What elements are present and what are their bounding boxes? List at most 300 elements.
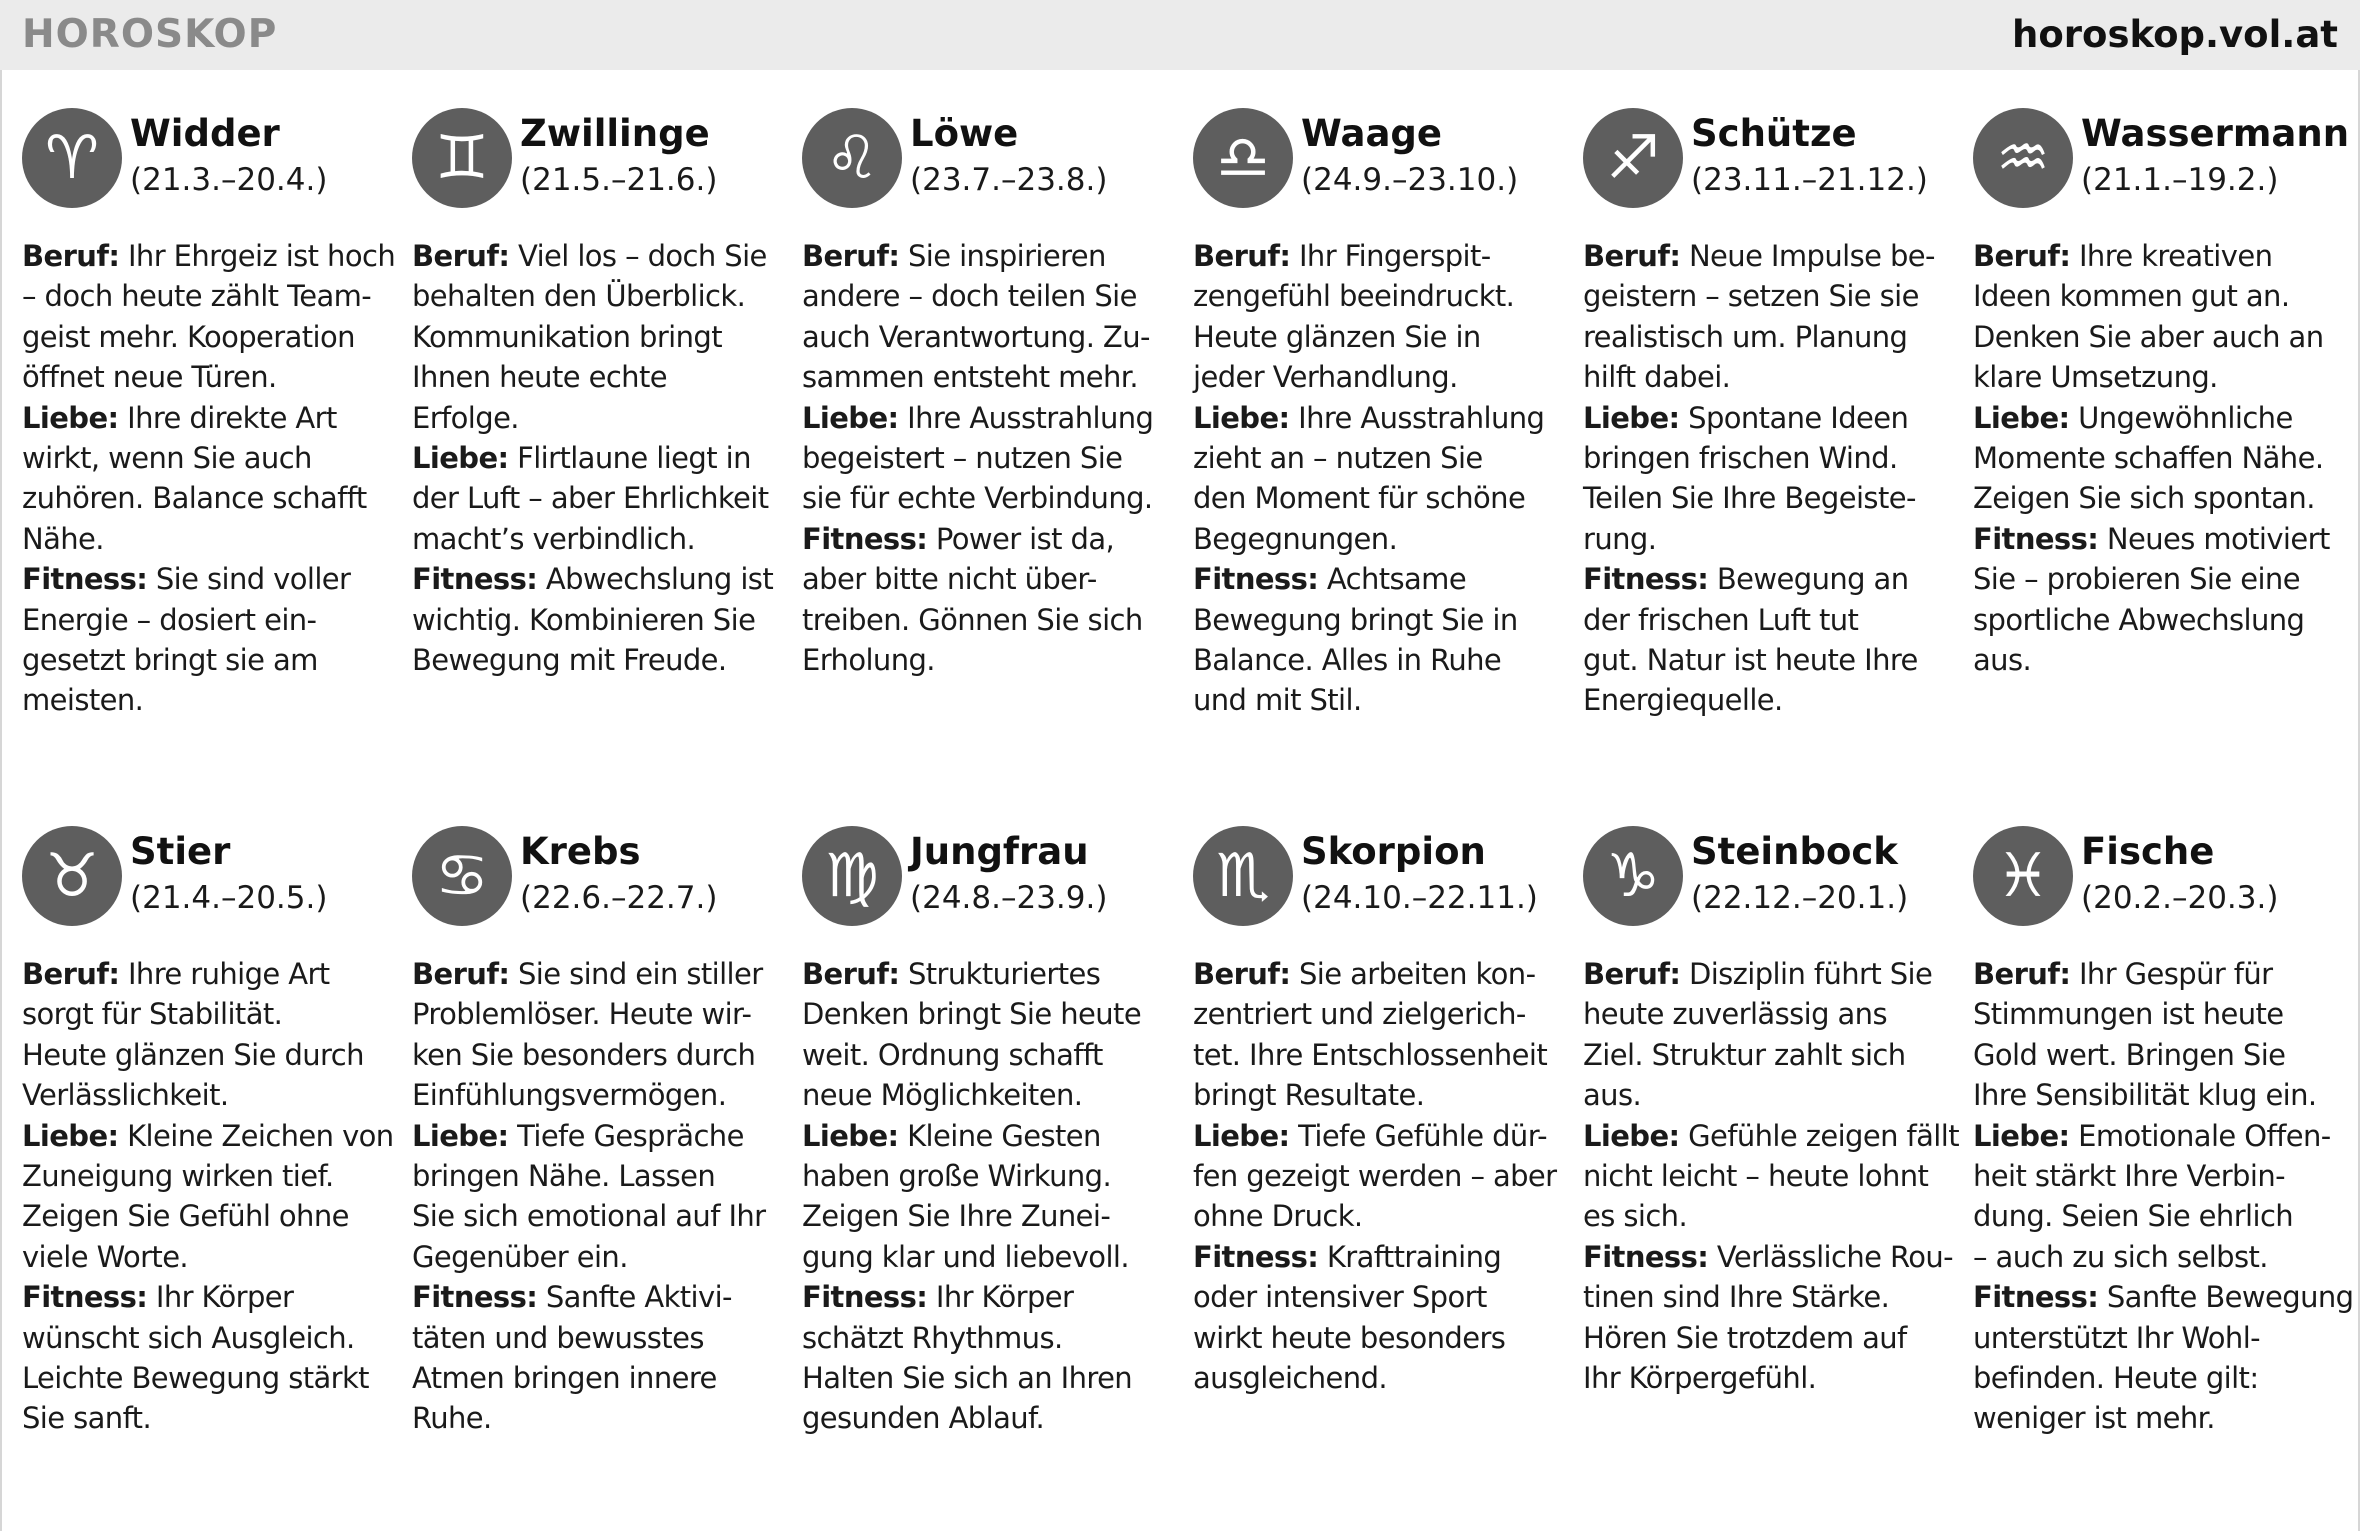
text-line xyxy=(1973,519,2345,559)
text-body: ausgleichend. xyxy=(1193,1360,1387,1395)
text-line xyxy=(1973,1075,2345,1115)
text-body: Ziel. Struktur zahlt sich xyxy=(1583,1037,1906,1072)
text-line xyxy=(412,600,784,640)
sign-dates: (24.10.–22.11.) xyxy=(1301,880,1538,916)
sign-steinbock xyxy=(1583,826,1959,1398)
sign-schütze xyxy=(1583,108,1955,721)
text-line xyxy=(22,680,394,720)
text-line xyxy=(412,1156,784,1196)
text-line xyxy=(802,1398,1174,1438)
text-line xyxy=(22,276,394,316)
text-line xyxy=(1583,559,1955,599)
text-line xyxy=(802,600,1174,640)
text-line xyxy=(412,1318,784,1358)
text-line xyxy=(412,398,784,438)
category-label: Fitness: xyxy=(1193,562,1319,597)
text-line xyxy=(22,519,394,559)
text-line xyxy=(1193,1075,1565,1115)
text-body: aus. xyxy=(1583,1078,1642,1113)
text-body: wichtig. Kombinieren Sie xyxy=(412,602,756,637)
category-label: Liebe: xyxy=(22,1118,119,1153)
text-body: Ihr Körper xyxy=(147,1280,294,1315)
sign-name: Löwe xyxy=(910,112,1019,155)
sign-dates: (22.12.–20.1.) xyxy=(1691,880,1909,916)
sign-text xyxy=(1583,954,1959,1398)
sign-dates: (21.4.–20.5.) xyxy=(130,880,328,916)
text-body: unterstützt Ihr Wohl- xyxy=(1973,1320,2261,1355)
text-body: Zeigen Sie Gefühl ohne xyxy=(22,1199,349,1234)
text-line xyxy=(22,398,394,438)
text-line xyxy=(412,1116,784,1156)
text-line xyxy=(22,236,394,276)
text-body: Sanfte Bewegung xyxy=(2098,1280,2354,1315)
maiden-icon: ♍ xyxy=(802,826,902,926)
text-line xyxy=(1973,236,2345,276)
sign-name: Skorpion xyxy=(1301,830,1486,873)
text-body: dung. Seien Sie ehrlich xyxy=(1973,1199,2294,1234)
text-line xyxy=(1973,640,2345,680)
twins-icon: ♊ xyxy=(412,108,512,208)
text-line xyxy=(1583,954,1955,994)
ram-icon: ♈ xyxy=(22,108,122,208)
sign-text xyxy=(1973,954,2354,1439)
text-body: bringen Nähe. Lassen xyxy=(412,1158,716,1193)
bull-icon: ♉ xyxy=(22,826,122,926)
text-body: Gegenüber ein. xyxy=(412,1239,628,1274)
lion-icon: ♌ xyxy=(802,108,902,208)
text-body: gesetzt bringt sie am xyxy=(22,642,318,677)
text-body: behalten den Überblick. xyxy=(412,279,746,314)
text-body: schätzt Rhythmus. xyxy=(802,1320,1063,1355)
sign-header xyxy=(1193,108,1565,216)
text-body: Energiequelle. xyxy=(1583,683,1783,718)
text-line xyxy=(412,1075,784,1115)
text-body: Problemlöser. Heute wir- xyxy=(412,997,752,1032)
text-line xyxy=(1973,276,2345,316)
category-label: Liebe: xyxy=(412,440,509,475)
text-line xyxy=(802,398,1174,438)
text-line xyxy=(1583,1075,1955,1115)
text-body: Kleine Zeichen von xyxy=(118,1118,394,1153)
text-body: Disziplin führt Sie xyxy=(1680,957,1933,991)
sign-jungfrau xyxy=(802,826,1174,1439)
category-label: Beruf: xyxy=(412,239,510,273)
sign-text xyxy=(1193,236,1565,721)
text-body: sammen entsteht mehr. xyxy=(802,360,1139,395)
text-body: der Luft – aber Ehrlichkeit xyxy=(412,481,769,516)
text-body: Neues motiviert xyxy=(2098,521,2330,556)
text-line xyxy=(802,1156,1174,1196)
sign-header xyxy=(1583,108,1955,216)
text-line xyxy=(1973,317,2345,357)
text-body: gut. Natur ist heute Ihre xyxy=(1583,642,1918,677)
text-body: Ihre kreativen xyxy=(2070,239,2273,273)
sign-header xyxy=(802,108,1174,216)
text-body: Sie inspirieren xyxy=(899,239,1106,273)
text-line xyxy=(1193,680,1565,720)
text-body: weit. Ordnung schafft xyxy=(802,1037,1103,1072)
sign-name: Zwillinge xyxy=(520,112,710,155)
text-body: den Moment für schöne xyxy=(1193,481,1526,516)
sign-header xyxy=(1973,108,2350,216)
category-label: Fitness: xyxy=(802,521,928,556)
text-line xyxy=(1973,1035,2345,1075)
text-body: macht’s verbindlich. xyxy=(412,521,696,556)
text-line xyxy=(1583,1318,1955,1358)
text-body: Ihre Ausstrahlung xyxy=(1289,400,1545,435)
text-body: Sanfte Aktivi- xyxy=(537,1280,732,1315)
text-line xyxy=(802,276,1174,316)
text-body: Spontane Ideen xyxy=(1679,400,1909,435)
text-body: Erfolge. xyxy=(412,400,519,435)
sign-dates: (22.6.–22.7.) xyxy=(520,880,718,916)
text-line xyxy=(1973,1156,2345,1196)
text-body: Ihr Gespür für xyxy=(2070,957,2273,991)
text-body: Verlässliche Rou- xyxy=(1708,1239,1953,1274)
text-body: oder intensiver Sport xyxy=(1193,1280,1487,1315)
text-line xyxy=(1973,994,2345,1034)
text-body: Ideen kommen gut an. xyxy=(1973,279,2290,314)
category-label: Fitness: xyxy=(1583,562,1709,597)
text-body: Bewegung an xyxy=(1708,562,1909,597)
sign-name: Jungfrau xyxy=(910,830,1089,873)
text-body: Nähe. xyxy=(22,521,104,556)
category-label: Liebe: xyxy=(412,1118,509,1153)
category-label: Liebe: xyxy=(1193,1118,1290,1153)
sign-stier xyxy=(22,826,394,1439)
text-line xyxy=(1583,1156,1955,1196)
scales-icon: ♎ xyxy=(1193,108,1293,208)
text-body: und mit Stil. xyxy=(1193,683,1362,718)
text-line xyxy=(412,1398,784,1438)
sign-wassermann xyxy=(1973,108,2350,680)
text-line xyxy=(412,640,784,680)
sign-dates: (21.3.–20.4.) xyxy=(130,162,328,198)
text-body: zentriert und zielgerich- xyxy=(1193,997,1526,1032)
category-label: Liebe: xyxy=(1583,400,1680,435)
category-label: Beruf: xyxy=(1193,957,1291,991)
text-line xyxy=(1583,1237,1955,1277)
text-body: andere – doch teilen Sie xyxy=(802,279,1137,314)
text-line xyxy=(1973,1398,2345,1438)
sign-header xyxy=(1193,826,1565,934)
text-line xyxy=(1583,519,1955,559)
text-line xyxy=(1583,600,1955,640)
text-body: Viel los – doch Sie xyxy=(509,239,767,273)
text-line xyxy=(1583,317,1955,357)
text-line xyxy=(1973,478,2345,518)
text-line xyxy=(1583,1277,1955,1317)
text-line xyxy=(1193,559,1565,599)
text-body: – doch heute zählt Team- xyxy=(22,279,372,314)
text-body: ohne Druck. xyxy=(1193,1199,1363,1234)
sign-dates: (21.5.–21.6.) xyxy=(520,162,718,198)
text-line xyxy=(412,954,784,994)
text-body: Tiefe Gespräche xyxy=(508,1118,744,1153)
text-line xyxy=(1973,954,2345,994)
text-line xyxy=(1973,1237,2345,1277)
text-body: täten und bewusstes xyxy=(412,1320,704,1355)
text-line xyxy=(1193,994,1565,1034)
crab-icon: ♋ xyxy=(412,826,512,926)
header-bar xyxy=(0,0,2360,70)
text-line xyxy=(1973,1358,2345,1398)
text-line xyxy=(1193,640,1565,680)
text-body: gung klar und liebevoll. xyxy=(802,1239,1129,1274)
text-line xyxy=(412,1237,784,1277)
sign-text xyxy=(412,236,784,680)
text-line xyxy=(802,1116,1174,1156)
text-body: zengefühl beeindruckt. xyxy=(1193,279,1515,314)
text-line xyxy=(1583,438,1955,478)
category-label: Fitness: xyxy=(1583,1239,1709,1274)
text-body: zuhören. Balance schafft xyxy=(22,481,367,516)
text-line xyxy=(1583,478,1955,518)
text-body: Balance. Alles in Ruhe xyxy=(1193,642,1502,677)
text-body: Sie sich emotional auf Ihr xyxy=(412,1199,766,1234)
text-body: – auch zu sich selbst. xyxy=(1973,1239,2268,1274)
text-line xyxy=(1193,317,1565,357)
text-line xyxy=(1193,1358,1565,1398)
sign-dates: (23.7.–23.8.) xyxy=(910,162,1108,198)
category-label: Fitness: xyxy=(412,562,538,597)
text-body: Stimmungen ist heute xyxy=(1973,997,2284,1032)
category-label: Beruf: xyxy=(412,957,510,991)
sign-header xyxy=(22,108,394,216)
sign-header xyxy=(1583,826,1955,934)
text-body: Erholung. xyxy=(802,642,935,677)
text-line xyxy=(412,1277,784,1317)
text-body: Sie arbeiten kon- xyxy=(1290,957,1536,991)
text-body: Leichte Bewegung stärkt xyxy=(22,1360,369,1395)
text-line xyxy=(1193,236,1565,276)
sign-dates: (23.11.–21.12.) xyxy=(1691,162,1928,198)
category-label: Fitness: xyxy=(412,1280,538,1315)
text-body: Kommunikation bringt xyxy=(412,319,723,354)
text-body: Atmen bringen innere xyxy=(412,1360,717,1395)
text-body: Denken Sie aber auch an xyxy=(1973,319,2324,354)
text-body: Strukturiertes xyxy=(899,957,1101,991)
text-body: Denken bringt Sie heute xyxy=(802,997,1142,1032)
text-body: Zeigen Sie Ihre Zunei- xyxy=(802,1199,1111,1234)
category-label: Beruf: xyxy=(1583,239,1681,273)
text-line xyxy=(22,438,394,478)
text-line xyxy=(1193,1196,1565,1236)
sign-header xyxy=(412,826,784,934)
text-body: haben große Wirkung. xyxy=(802,1158,1112,1193)
text-line xyxy=(1193,954,1565,994)
text-line xyxy=(1973,438,2345,478)
text-body: Bewegung mit Freude. xyxy=(412,642,727,677)
category-label: Beruf: xyxy=(802,239,900,273)
sign-waage xyxy=(1193,108,1565,721)
text-line xyxy=(1583,640,1955,680)
text-line xyxy=(22,954,394,994)
text-line xyxy=(1583,680,1955,720)
sign-text xyxy=(802,954,1174,1439)
text-line xyxy=(1583,398,1955,438)
text-body: Ihre ruhige Art xyxy=(119,957,330,991)
text-body: Momente schaffen Nähe. xyxy=(1973,440,2324,475)
text-line xyxy=(1583,994,1955,1034)
category-label: Liebe: xyxy=(802,400,899,435)
category-label: Beruf: xyxy=(22,239,120,273)
sign-dates: (24.8.–23.9.) xyxy=(910,880,1108,916)
sign-text xyxy=(1973,236,2345,680)
text-line xyxy=(22,994,394,1034)
text-line xyxy=(802,357,1174,397)
text-body: Ungewöhnliche xyxy=(2069,400,2293,435)
text-line xyxy=(412,357,784,397)
text-body: Teilen Sie Ihre Begeiste- xyxy=(1583,481,1916,516)
text-body: aus. xyxy=(1973,642,2032,677)
text-line xyxy=(22,1358,394,1398)
sign-dates: (24.9.–23.10.) xyxy=(1301,162,1519,198)
text-body: sportliche Abwechslung xyxy=(1973,602,2305,637)
text-body: bringen frischen Wind. xyxy=(1583,440,1898,475)
text-body: Zeigen Sie sich spontan. xyxy=(1973,481,2315,516)
category-label: Fitness: xyxy=(1193,1239,1319,1274)
archer-icon: ♐ xyxy=(1583,108,1683,208)
text-line xyxy=(802,1277,1174,1317)
text-body: Heute glänzen Sie in xyxy=(1193,319,1481,354)
text-body: weniger ist mehr. xyxy=(1973,1401,2215,1436)
text-line xyxy=(802,954,1174,994)
text-line xyxy=(22,1196,394,1236)
text-line xyxy=(412,276,784,316)
text-body: Neue Impulse be- xyxy=(1680,239,1935,273)
text-body: Ihnen heute echte xyxy=(412,360,667,395)
sign-text xyxy=(1193,954,1565,1398)
sign-name: Schütze xyxy=(1691,112,1857,155)
text-line xyxy=(802,1035,1174,1075)
text-line xyxy=(22,1277,394,1317)
text-line xyxy=(22,357,394,397)
text-line xyxy=(1973,357,2345,397)
sign-name: Steinbock xyxy=(1691,830,1898,873)
text-line xyxy=(1973,398,2345,438)
text-line xyxy=(412,519,784,559)
text-body: zieht an – nutzen Sie xyxy=(1193,440,1483,475)
text-line xyxy=(412,1358,784,1398)
text-body: Abwechslung ist xyxy=(537,562,774,597)
category-label: Beruf: xyxy=(1973,957,2071,991)
text-body: Emotionale Offen- xyxy=(2069,1118,2331,1153)
category-label: Beruf: xyxy=(1193,239,1291,273)
category-label: Fitness: xyxy=(802,1280,928,1315)
text-body: Ruhe. xyxy=(412,1401,492,1436)
text-body: Einfühlungsvermögen. xyxy=(412,1078,727,1113)
sign-skorpion xyxy=(1193,826,1565,1398)
text-line xyxy=(22,1075,394,1115)
sign-name: Fische xyxy=(2081,830,2215,873)
text-line xyxy=(1973,1116,2345,1156)
category-label: Liebe: xyxy=(1973,1118,2070,1153)
text-body: Krafttraining xyxy=(1318,1239,1502,1274)
category-label: Fitness: xyxy=(22,1280,148,1315)
sign-dates: (21.1.–19.2.) xyxy=(2081,162,2279,198)
text-body: klare Umsetzung. xyxy=(1973,360,2218,395)
text-body: tet. Ihre Entschlossenheit xyxy=(1193,1037,1548,1072)
sign-header xyxy=(802,826,1174,934)
text-body: bringt Resultate. xyxy=(1193,1078,1425,1113)
text-body: Bewegung bringt Sie in xyxy=(1193,602,1518,637)
text-line xyxy=(1973,559,2345,599)
text-body: fen gezeigt werden – aber xyxy=(1193,1158,1557,1193)
text-line xyxy=(412,1035,784,1075)
text-body: begeistert – nutzen Sie xyxy=(802,440,1123,475)
text-body: befinden. Heute gilt: xyxy=(1973,1360,2259,1395)
sign-dates: (20.2.–20.3.) xyxy=(2081,880,2279,916)
text-body: Sie sind ein stiller xyxy=(509,957,763,991)
sign-name: Stier xyxy=(130,830,231,873)
text-body: Begegnungen. xyxy=(1193,521,1398,556)
text-body: Zuneigung wirken tief. xyxy=(22,1158,334,1193)
text-line xyxy=(412,317,784,357)
text-body: Energie – dosiert ein- xyxy=(22,602,317,637)
text-line xyxy=(412,1196,784,1236)
text-line xyxy=(412,994,784,1034)
text-body: tinen sind Ihre Stärke. xyxy=(1583,1280,1890,1315)
text-line xyxy=(1973,1196,2345,1236)
text-line xyxy=(1193,519,1565,559)
text-line xyxy=(1583,1358,1955,1398)
sign-text xyxy=(802,236,1174,680)
category-label: Fitness: xyxy=(22,562,148,597)
sign-text xyxy=(1583,236,1955,721)
category-label: Fitness: xyxy=(1973,521,2099,556)
page-border-left xyxy=(0,70,2,1531)
text-body: heute zuverlässig ans xyxy=(1583,997,1887,1032)
text-body: wirkt heute besonders xyxy=(1193,1320,1506,1355)
sign-zwillinge xyxy=(412,108,784,680)
text-body: Ihre Sensibilität klug ein. xyxy=(1973,1078,2317,1113)
text-line xyxy=(412,236,784,276)
text-body: aber bitte nicht über- xyxy=(802,562,1097,597)
text-line xyxy=(1193,398,1565,438)
text-line xyxy=(22,559,394,599)
text-line xyxy=(802,1358,1174,1398)
text-body: Heute glänzen Sie durch xyxy=(22,1037,364,1072)
category-label: Beruf: xyxy=(22,957,120,991)
category-label: Beruf: xyxy=(802,957,900,991)
category-label: Beruf: xyxy=(1973,239,2071,273)
sign-fische xyxy=(1973,826,2354,1439)
text-line xyxy=(412,478,784,518)
capricorn-icon: ♑ xyxy=(1583,826,1683,926)
text-line xyxy=(1193,1318,1565,1358)
text-body: Flirtlaune liegt in xyxy=(508,440,751,475)
text-line xyxy=(802,1237,1174,1277)
text-body: Sie sind voller xyxy=(147,562,351,597)
text-line xyxy=(1583,1116,1959,1156)
site-url[interactable]: horoskop.vol.at xyxy=(2012,13,2338,56)
text-body: Hören Sie trotzdem auf xyxy=(1583,1320,1907,1355)
sign-name: Wassermann xyxy=(2081,112,2350,155)
text-line xyxy=(22,1116,394,1156)
text-body: wünscht sich Ausgleich. xyxy=(22,1320,355,1355)
text-body: Ihr Ehrgeiz ist hoch xyxy=(119,239,396,273)
text-body: Ihre direkte Art xyxy=(118,400,337,435)
text-line xyxy=(22,1318,394,1358)
text-line xyxy=(1193,1156,1565,1196)
category-label: Liebe: xyxy=(1973,400,2070,435)
text-line xyxy=(22,640,394,680)
sign-text xyxy=(412,954,784,1439)
text-line xyxy=(1193,438,1565,478)
text-body: Sie sanft. xyxy=(22,1401,152,1436)
text-line xyxy=(1583,236,1955,276)
